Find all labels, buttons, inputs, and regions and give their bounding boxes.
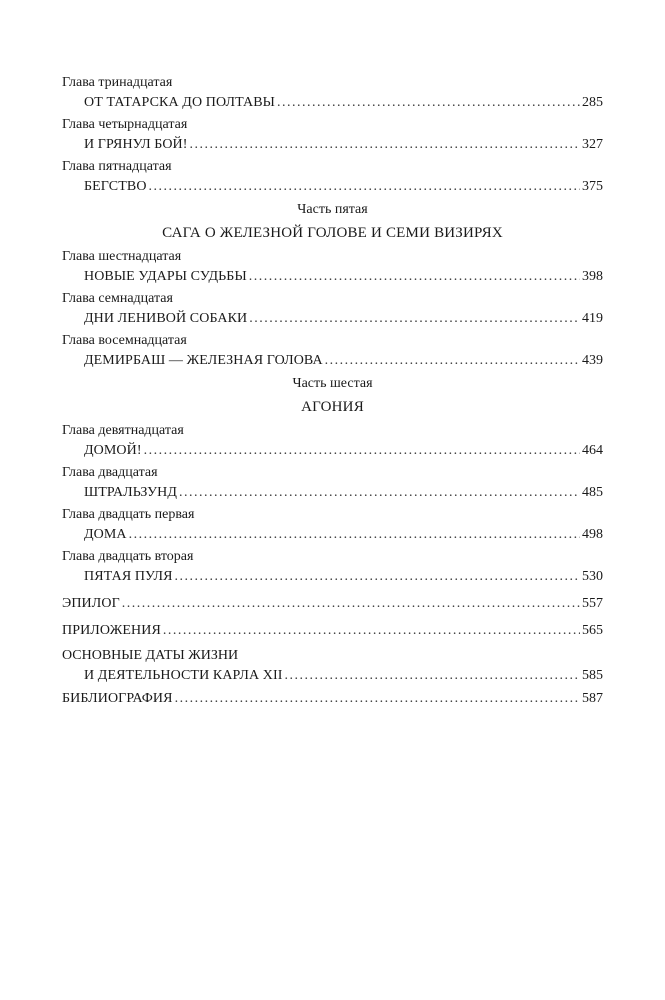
chapter-label: Глава семнадцатая (62, 291, 173, 306)
chapter-entry-18 (62, 332, 603, 371)
section-title-line2: И ДЕЯТЕЛЬНОСТИ КАРЛА XII (84, 668, 283, 683)
dot-leader (175, 688, 580, 709)
chapter-entry-20 (62, 464, 603, 503)
page-number: 327 (582, 137, 603, 152)
chapter-label: Глава пятнадцатая (62, 159, 172, 174)
chapter-entry-22 (62, 548, 603, 587)
page-number: 565 (582, 623, 603, 638)
chapter-title-row (62, 350, 603, 371)
dot-leader (122, 593, 580, 614)
dot-leader (163, 620, 580, 641)
chapter-entry-17 (62, 290, 603, 329)
chapter-title: ДНИ ЛЕНИВОЙ СОБАКИ (84, 311, 248, 326)
chapter-label: Глава тринадцатая (62, 75, 173, 90)
chapter-title: БЕГСТВО (84, 179, 147, 194)
table-of-contents (62, 74, 603, 709)
chapter-label: Глава двадцатая (62, 465, 158, 480)
page-number: 375 (582, 179, 603, 194)
chapter-entry-15 (62, 158, 603, 197)
dot-leader (325, 350, 580, 371)
page-number: 398 (582, 269, 603, 284)
chapter-label: Глава девятнадцатая (62, 423, 184, 438)
chapter-label: Глава восемнадцатая (62, 333, 187, 348)
page-number: 530 (582, 569, 603, 584)
chapter-title-row (62, 566, 603, 587)
appendices-entry (62, 620, 603, 641)
chapter-title-row (62, 308, 603, 329)
chapter-title-row (62, 134, 603, 155)
chapter-title-row (62, 92, 603, 113)
page-number: 585 (582, 668, 603, 683)
section-title-line1: ОСНОВНЫЕ ДАТЫ ЖИЗНИ (62, 648, 239, 663)
dot-leader (277, 92, 580, 113)
chapter-entry-14 (62, 116, 603, 155)
chapter-label: Глава четырнадцатая (62, 117, 188, 132)
chapter-label: Глава двадцать первая (62, 507, 195, 522)
epilogue-entry (62, 593, 603, 614)
chapter-entry-16 (62, 248, 603, 287)
part-title: САГА О ЖЕЛЕЗНОЙ ГОЛОВЕ И СЕМИ ВИЗИРЯХ (162, 225, 503, 241)
dot-leader (144, 440, 580, 461)
chapter-title-row (62, 524, 603, 545)
dot-leader (285, 665, 580, 686)
dot-leader (179, 482, 580, 503)
page-number: 419 (582, 311, 603, 326)
chapter-title: ШТРАЛЬЗУНД (84, 485, 178, 500)
chapter-label: Глава двадцать вторая (62, 549, 194, 564)
chapter-title-row (62, 176, 603, 197)
section-title: БИБЛИОГРАФИЯ (62, 691, 173, 706)
chapter-title: ПЯТАЯ ПУЛЯ (84, 569, 173, 584)
chapter-title: ОТ ТАТАРСКА ДО ПОЛТАВЫ (84, 95, 275, 110)
dot-leader (149, 176, 580, 197)
part-label: Часть шестая (292, 376, 373, 391)
chapter-title-row (62, 266, 603, 287)
section-title-row (62, 665, 603, 686)
dates-entry (62, 647, 603, 686)
chapter-title-row (62, 440, 603, 461)
part-title: АГОНИЯ (301, 399, 364, 415)
chapter-label: Глава шестнадцатая (62, 249, 182, 264)
chapter-title: И ГРЯНУЛ БОЙ! (84, 137, 188, 152)
page-number: 485 (582, 485, 603, 500)
section-title: ЭПИЛОГ (62, 596, 120, 611)
chapter-title: НОВЫЕ УДАРЫ СУДЬБЫ (84, 269, 247, 284)
dot-leader (249, 266, 580, 287)
dot-leader (175, 566, 580, 587)
section-title: ПРИЛОЖЕНИЯ (62, 623, 161, 638)
dot-leader (249, 308, 580, 329)
chapter-title: ДОМОЙ! (84, 443, 142, 458)
page-number: 439 (582, 353, 603, 368)
bibliography-entry (62, 688, 603, 709)
dot-leader (129, 524, 580, 545)
page-number: 557 (582, 596, 603, 611)
page-number: 285 (582, 95, 603, 110)
chapter-entry-21 (62, 506, 603, 545)
page-number: 464 (582, 443, 603, 458)
chapter-title: ДЕМИРБАШ — ЖЕЛЕЗНАЯ ГОЛОВА (84, 353, 323, 368)
page-number: 498 (582, 527, 603, 542)
chapter-title: ДОМА (84, 527, 127, 542)
page-number: 587 (582, 691, 603, 706)
part-label: Часть пятая (297, 202, 368, 217)
chapter-title-row (62, 482, 603, 503)
chapter-entry-13 (62, 74, 603, 113)
chapter-entry-19 (62, 422, 603, 461)
dot-leader (190, 134, 580, 155)
